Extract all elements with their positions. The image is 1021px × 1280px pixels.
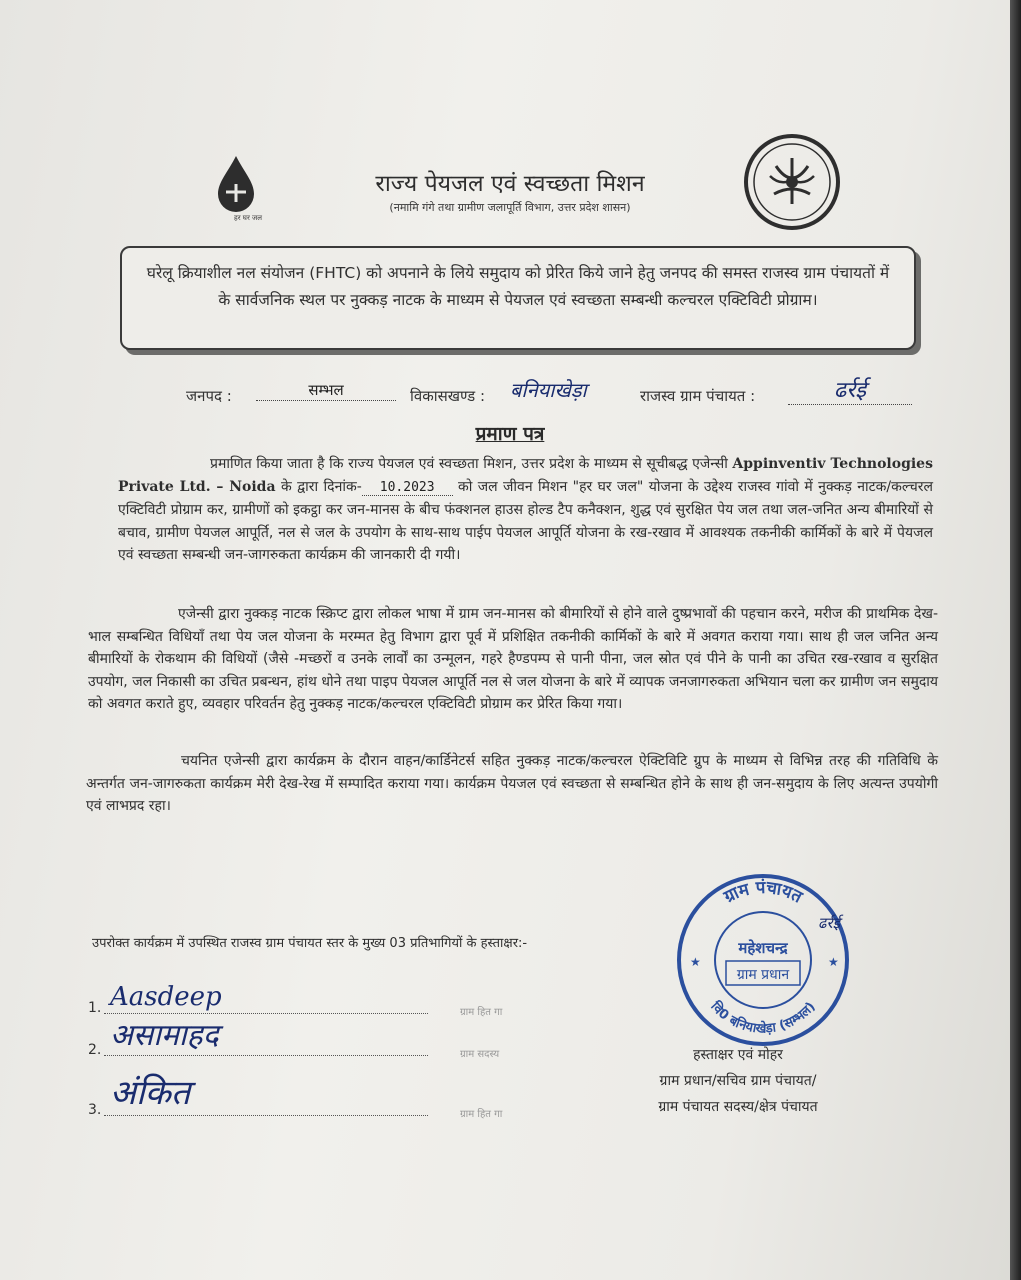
header-subtitle: (नमामि गंगे तथा ग्रामीण जलापूर्ति विभाग, उत्तर प्रदेश शासन) — [389, 201, 631, 214]
district-value: सम्भल — [256, 380, 396, 401]
water-drop-logo-icon — [212, 150, 284, 230]
signature-3: अंकित — [110, 1073, 191, 1113]
stamp-caption: हस्ताक्षर एवं मोहर ग्राम प्रधान/सचिव ग्राम पंचायत/ ग्राम पंचायत सदस्य/क्षेत्र पंचायत — [658, 1047, 818, 1115]
signature-row: 3. अंकित ग्राम हित गा — [88, 1080, 548, 1124]
svg-text:ढर्रई: ढर्रई — [818, 914, 840, 932]
block-label: विकासखण्ड : — [410, 387, 486, 405]
gram-pradhan-stamp — [668, 868, 858, 1048]
program-banner: घरेलू क्रियाशील नल संयोजन (FHTC) को अपनाने के लिये समुदाय को प्रेरित किये जाने हेतु जनपद की समस्त राजस्व ग्राम पंचायतों में के सार्वजनिक स्थल पर नुक्कड़ नाटक के माध्यम से पेयजल एवं स्वच्छता सम्बन्धी कल्चरल एक्टिविटी प्रोग्राम। — [120, 246, 916, 350]
signature-row: 2. असामाहद ग्राम सदस्य — [88, 1020, 548, 1064]
svg-text:★: ★ — [690, 955, 701, 969]
state-emblem-icon — [742, 132, 842, 232]
svg-text:ग्राम प्रधान: ग्राम प्रधान — [736, 967, 790, 983]
svg-text:वि0 बनियाखेड़ा (सम्भल): वि0 बनियाखेड़ा (सम्भल) — [707, 999, 819, 1037]
panchayat-label: राजस्व ग्राम पंचायत : — [640, 387, 756, 405]
location-fields — [180, 378, 920, 412]
paragraph-3: चयनित एजेन्सी द्वारा कार्यक्रम के दौरान वाहन/कार्डिनेटर्स सहित नुक्कड़ नाटक/कल्चरल ऐक्टिविटि ग्रुप के माध्यम से विभिन्न तरह की गतिविधि के अन्तर्गत जन-जागरुकता कार्यक्रम मेरी देख-रेख में सम्पादित कराया गया। कार्यक्रम पेयजल एवं स्वच्छता से सम्बन्धित होने के साथ ही जन-समुदाय के लिए अत्यन्त उपयोगी एवं लाभप्रद रहा। — [86, 753, 938, 815]
paragraph-1: प्रमाणित किया जाता है कि राज्य पेयजल एवं स्वच्छता मिशन, उत्तर प्रदेश के माध्यम से सूचीबद्ध एजेन्सी Appinventiv Technologies Private Ltd. – Noida के द्वारा दिनांक- 10.2023 को जल जीवन मिशन "हर घर जल" योजना के उद्देश्य राजस्व गांवो में नुक्कड़ नाटक/कल्चरल एक्टिविटी प्रोग्राम कर, ग्रामीणों को इकट्ठा कर जन-मानस के बीच फंक्शनल हाउस होल्ड टैप कनैक्शन, शुद्ध एवं सुरक्षित पेय जल तथा जल-जनित अन्य बीमारियों से बचाव, ग्रामीण पेयजल आपूर्ति, नल से जल के उपयोग के साथ-साथ पाईप पेयजल आपूर्ति योजना के रख-रखाव में आवश्यक तकनीकी कार्मिकों के बारे में पेयजल एवं स्वच्छता सम्बन्धी जन-जागरुकता कार्यक्रम की जानकारी दी गयी। — [118, 456, 933, 564]
program-date: 10.2023 — [362, 480, 453, 496]
paragraph-2: एजेन्सी द्वारा नुक्कड़ नाटक स्क्रिप्ट द्वारा लोकल भाषा में ग्राम जन-मानस को बीमारियों से होने वाले दुष्प्रभावों की पहचान करने, मरीज की प्राथमिक देख-भाल सम्बन्धित विधियाँ तथा पेय जल योजना के मरम्मत हेतु विभाग द्वारा पूर्व में प्रशिक्षित तकनीकी कार्मिकों के बारे में अवगत कराया गया। साथ ही जल जनित अन्य बीमारियों के रोकथाम की विधियों (जैसे -मच्छरों व उनके लार्वों का उन्मूलन, गहरे हैण्डपम्प से पानी पीना, जल स्रोत एवं पीने के पानी का उचित रख-रखाव व सुरक्षित उपयोग, जल निकासी का उचित प्रबन्धन, हांथ धोने तथा पाइप पेयजल आपूर्ति नल से जल योजना के बारे में व्यापक जनजागरुकता अभियान चला कर ग्रामीण जन समुदाय को अवगत कराते हुए, व्यवहार परिवर्तन हेतु नुक्कड़ नाटक/कल्चरल एक्टिविटी प्रोग्राम कर प्रेरित किया गया। — [88, 606, 938, 713]
district-label: जनपद : — [186, 387, 232, 405]
svg-text:★: ★ — [828, 955, 839, 969]
signature-1: Aasdeep — [110, 982, 222, 1012]
block-value: बनियाखेड़ा — [510, 378, 587, 402]
svg-text:ग्राम पंचायत: ग्राम पंचायत — [720, 877, 806, 908]
signature-2: असामाहद — [110, 1018, 219, 1053]
panchayat-value: ढर्रई — [788, 374, 912, 405]
svg-text:हर घर जल: हर घर जल — [234, 214, 262, 222]
agency-name: Appinventiv Technologies Private Ltd. – Noida — [118, 456, 933, 495]
signature-row: 1. Aasdeep ग्राम हित गा — [88, 982, 503, 1018]
page-edge — [1010, 0, 1021, 1280]
svg-text:महेशचन्द्र: महेशचन्द्र — [738, 939, 788, 957]
attendees-label: उपरोक्त कार्यक्रम में उपस्थित राजस्व ग्राम पंचायत स्तर के मुख्य 03 प्रतिभागियों के हस्ताक्षर:- — [92, 936, 528, 951]
certificate-title: प्रमाण पत्र — [475, 423, 545, 445]
header-title: राज्य पेयजल एवं स्वच्छता मिशन — [375, 171, 645, 197]
